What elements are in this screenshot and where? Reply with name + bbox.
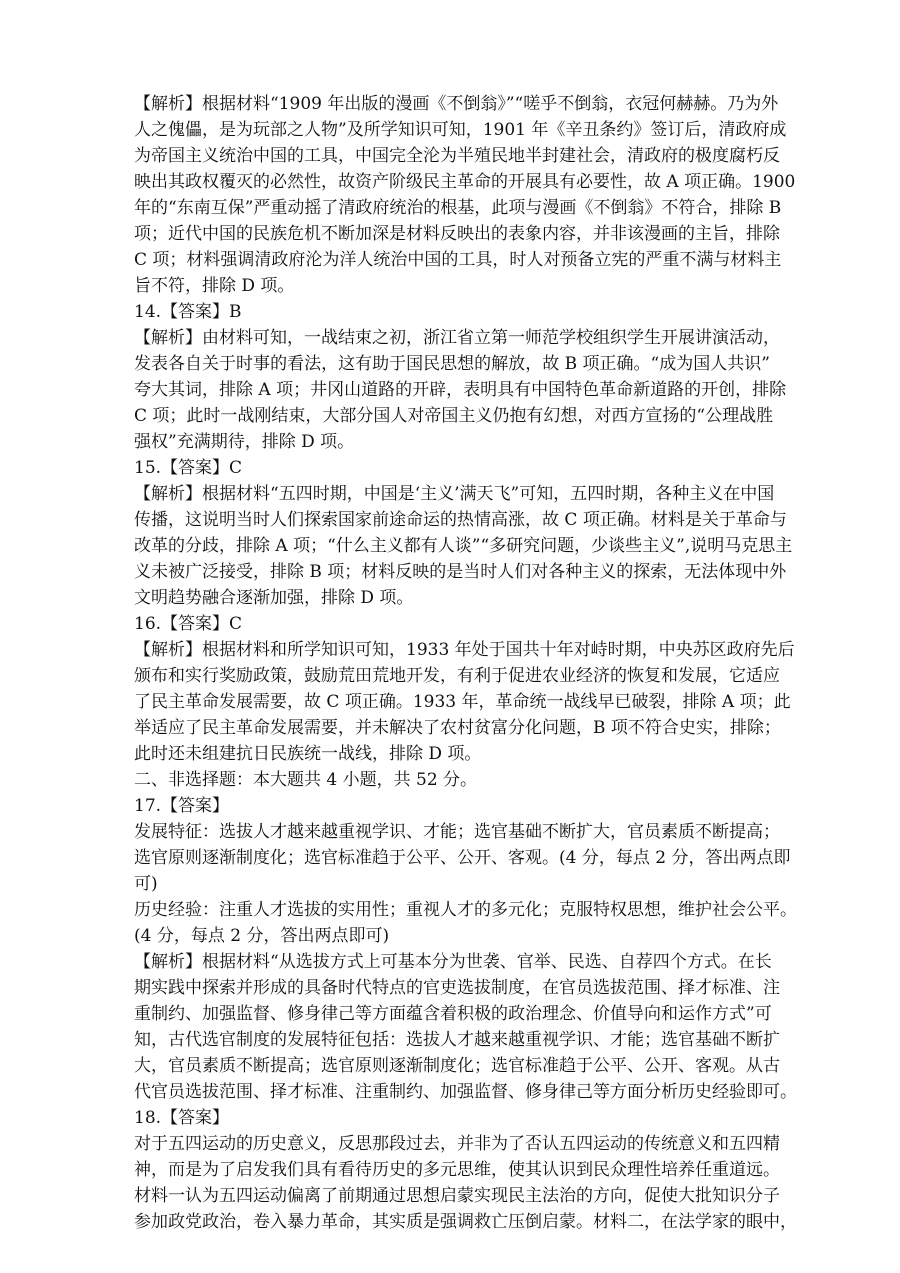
text-line: 期实践中探索并形成的具备时代特点的官吏选拔制度，在官员选拔范围、择才标准、注 <box>134 978 780 998</box>
text-line: 传播，这说明当时人们探索国家前途命运的热情高涨，故 C 项正确。材料是关于革命与 <box>134 510 787 530</box>
text-line: 强权”充满期待，排除 D 项。 <box>134 432 355 452</box>
text-line: 映出其政权覆灭的必然性，故资产阶级民主革命的开展具有必要性，故 A 项正确。1900 <box>134 172 796 192</box>
text-line: 义未被广泛接受，排除 B 项；材料反映的是当时人们对各种主义的探索，无法体现中外 <box>134 562 787 582</box>
text-line: 举适应了民主革命发展需要，并未解决了农村贫富分化问题，B 项不符合史实，排除； <box>134 718 781 738</box>
text-line: 【解析】根据材料“五四时期，中国是‘主义’满天飞”可知，五四时期，各种主义在中国 <box>134 484 775 504</box>
text-line: 夸大其词，排除 A 项；井冈山道路的开辟，表明具有中国特色革命新道路的开创，排除 <box>134 380 787 400</box>
text-line: 重制约、加强监督、修身律己等方面蕴含着积极的政治理念、价值导向和运作方式”可 <box>134 1004 772 1024</box>
answer-heading-14: 14.【答案】B <box>134 302 242 322</box>
text-line: 历史经验：注重人才选拔的实用性；重视人才的多元化；克服特权思想，维护社会公平。 <box>134 900 797 920</box>
text-line: 年的“东南互保”严重动摇了清政府统治的根基，此项与漫画《不倒翁》不符合，排除 B <box>134 198 782 218</box>
text-line: 人之傀儡，是为玩部之人物”及所学知识可知，1901 年《辛丑条约》签订后，清政府成 <box>134 120 787 140</box>
text-line: 旨不符，排除 D 项。 <box>134 276 295 296</box>
text-line: (4 分，每点 2 分，答出两点即可) <box>134 926 390 946</box>
text-line: 项；近代中国的民族危机不断加深是材料反映出的表象内容，并非该漫画的主旨，排除 <box>134 224 780 244</box>
text-line: 发展特征：选拔人才越来越重视学识、才能；选官基础不断扩大，官员素质不断提高； <box>134 822 780 842</box>
text-line: C 项；材料强调清政府沦为洋人统治中国的工具，时人对预备立宪的严重不满与材料主 <box>134 250 782 270</box>
answer-heading-17: 17.【答案】 <box>134 796 230 816</box>
text-line: 文明趋势融合逐渐加强，排除 D 项。 <box>134 588 414 608</box>
answer-heading-15: 15.【答案】C <box>134 458 243 478</box>
text-line: 大，官员素质不断提高；选官原则逐渐制度化；选官标准趋于公平、公开、客观。从古 <box>134 1056 780 1076</box>
text-line: 了民主革命发展需要，故 C 项正确。1933 年，革命统一战线早已破裂，排除 A 项；此 <box>134 692 791 712</box>
answer-heading-16: 16.【答案】C <box>134 614 243 634</box>
text-line: 参加政党政治，卷入暴力革命，其实质是强调救亡压倒启蒙。材料二，在法学家的眼中， <box>134 1212 797 1232</box>
text-line: 知，古代选官制度的发展特征包括：选拔人才越来越重视学识、才能；选官基础不断扩 <box>134 1030 780 1050</box>
text-line: 【解析】由材料可知，一战结束之初，浙江省立第一师范学校组织学生开展讲演活动， <box>134 328 780 348</box>
text-line: 此时还未组建抗日民族统一战线，排除 D 项。 <box>134 744 482 764</box>
text-line: 对于五四运动的历史意义，反思那段过去，并非为了否认五四运动的传统意义和五四精 <box>134 1134 780 1154</box>
text-line: 选官原则逐渐制度化；选官标准趋于公平、公开、客观。(4 分，每点 2 分，答出两点即 <box>134 848 791 868</box>
text-line: 发表各自关于时事的看法，这有助于国民思想的解放，故 B 项正确。“成为国人共识” <box>134 354 770 374</box>
answer-heading-18: 18.【答案】 <box>134 1108 230 1128</box>
text-line: 【解析】根据材料“1909 年出版的漫画《不倒翁》”“嗟乎不倒翁，衣冠何赫赫。乃为外 <box>134 94 779 114</box>
text-line: 颁布和实行奖励政策，鼓励荒田荒地开发，有利于促进农业经济的恢复和发展，它适应 <box>134 666 780 686</box>
text-line: 可) <box>134 874 158 894</box>
section-heading: 二、非选择题：本大题共 4 小题，共 52 分。 <box>134 770 478 790</box>
text-line: 神，而是为了启发我们具有看待历史的多元思维，使其认识到民众理性培养任重道远。 <box>134 1160 780 1180</box>
text-line: 为帝国主义统治中国的工具，中国完全沦为半殖民地半封建社会，清政府的极度腐朽反 <box>134 146 780 166</box>
text-line: 【解析】根据材料“从选拔方式上可基本分为世袭、官举、民选、自荐四个方式。在长 <box>134 952 772 972</box>
text-line: C 项；此时一战刚结束，大部分国人对帝国主义仍抱有幻想，对西方宣扬的“公理战胜 <box>134 406 774 426</box>
text-line: 【解析】根据材料和所学知识可知，1933 年处于国共十年对峙时期，中央苏区政府先后 <box>134 640 795 660</box>
answer-text-body <box>134 91 797 1235</box>
text-line: 代官员选拔范围、择才标准、注重制约、加强监督、修身律己等方面分析历史经验即可。 <box>134 1082 797 1102</box>
text-line: 改革的分歧，排除 A 项；“什么主义都有人谈”“多研究问题，少谈些主义”,说明马克思主 <box>134 536 793 556</box>
text-line: 材料一认为五四运动偏离了前期通过思想启蒙实现民主法治的方向，促使大批知识分子 <box>134 1186 780 1206</box>
